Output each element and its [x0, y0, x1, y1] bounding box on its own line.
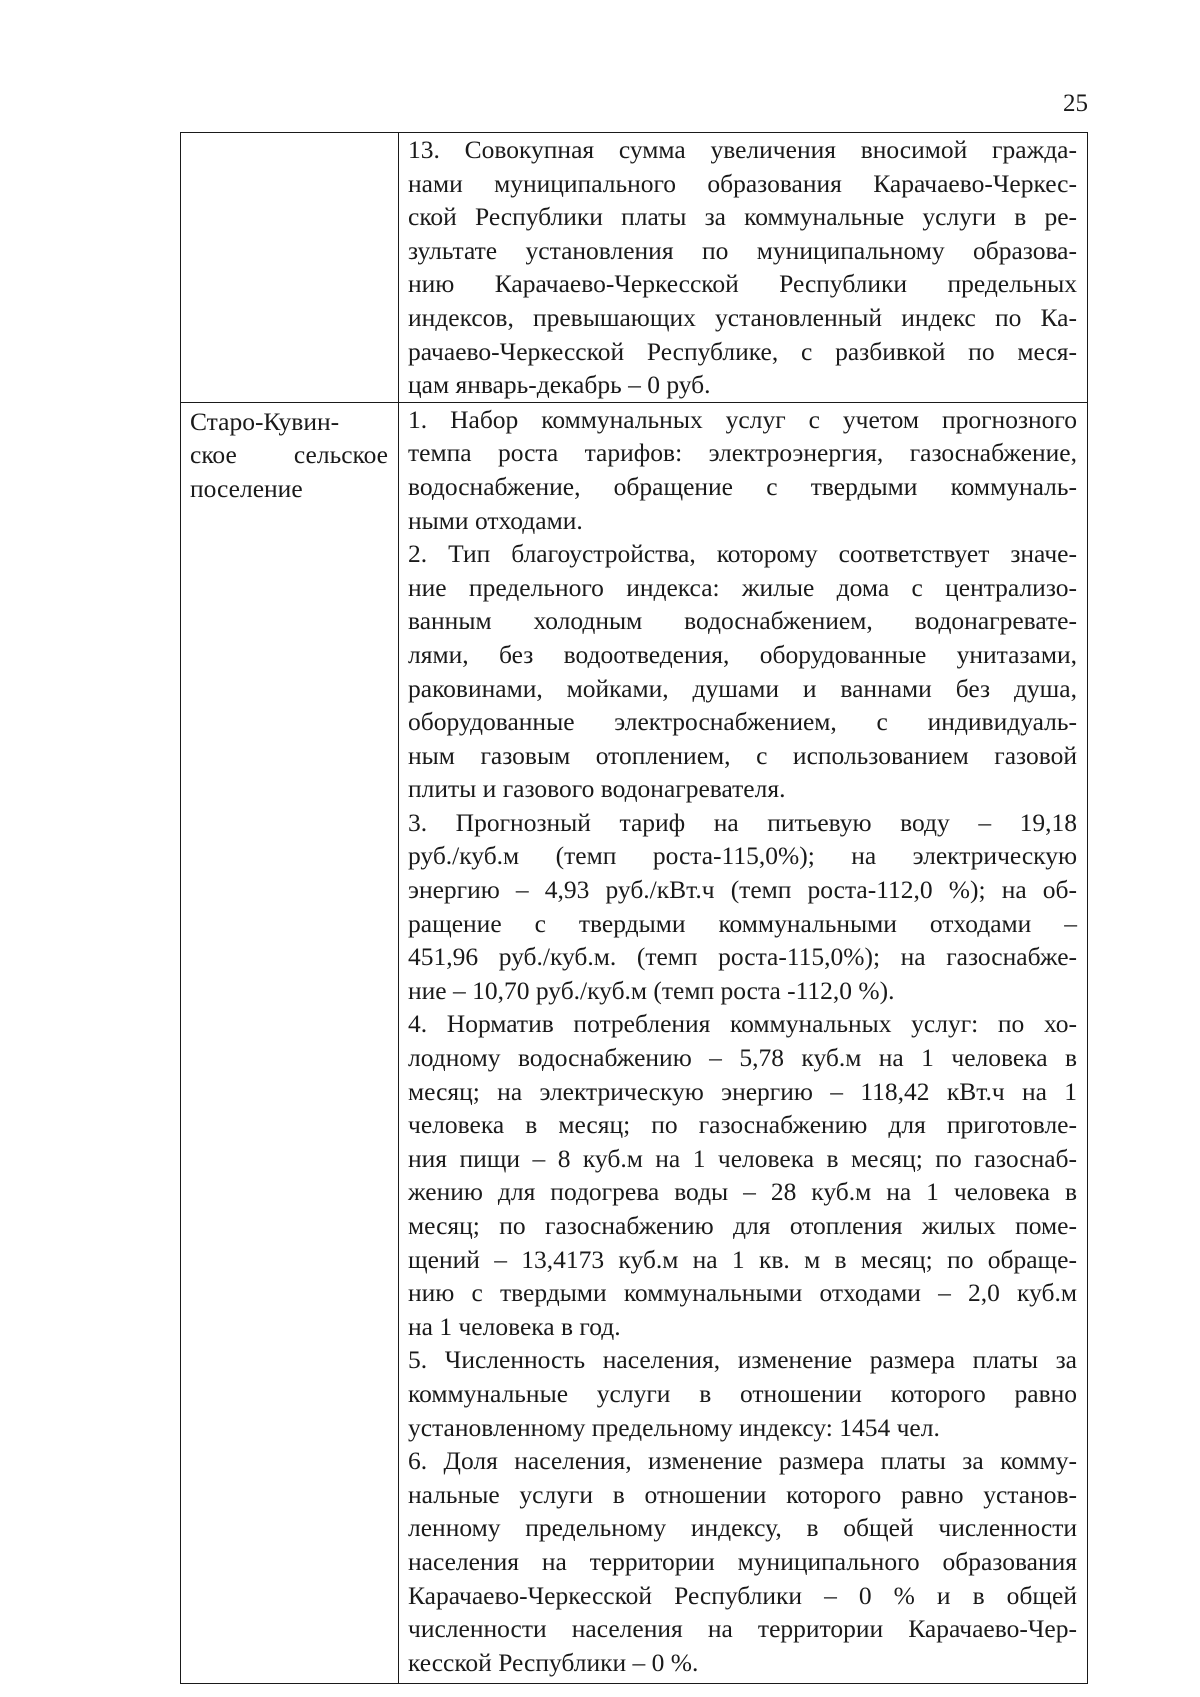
text-line: щений – 13,4173 куб.м на 1 кв. м в месяц; по обраще-: [408, 1244, 1077, 1274]
paragraph-3: [408, 806, 1077, 1008]
paragraph-6: [408, 1444, 1077, 1679]
text-line: 1. Набор коммунальных услуг с учетом прогнозного: [408, 404, 1077, 434]
text-line: нию Карачаево-Черкесской Республики предельных: [408, 269, 1077, 299]
text-line: 451,96 руб./куб.м. (темп роста-115,0%); на газоснабже-: [408, 942, 1077, 972]
indicators-cell: [399, 133, 1088, 403]
text-line: 5. Численность населения, изменение размера платы за: [408, 1345, 1077, 1375]
text-line: ным газовым отоплением, с использованием газовой: [408, 740, 1077, 770]
text-line: жению для подогрева воды – 28 куб.м на 1 человека в: [408, 1177, 1077, 1207]
text-line: населения на территории муниципального образования: [408, 1546, 1077, 1576]
text-line: ращение с твердыми коммунальными отходами –: [408, 908, 1077, 938]
text-line: плиты и газового водонагревателя.: [408, 774, 786, 804]
text-line: темпа роста тарифов: электроэнергия, газоснабжение,: [408, 438, 1077, 468]
text-line: энергию – 4,93 руб./кВт.ч (темп роста-112,0 %); на об-: [408, 875, 1077, 905]
text-line: месяц; на электрическую энергию – 118,42 кВт.ч на 1: [408, 1076, 1077, 1106]
text-line: коммунальные услуги в отношении которого равно: [408, 1378, 1077, 1408]
text-line: ние – 10,70 руб./куб.м (темп роста -112,0 %).: [408, 975, 895, 1005]
table-row: [181, 133, 1088, 403]
text-line: кесской Республики – 0 %.: [408, 1647, 699, 1677]
paragraph-1: [408, 403, 1077, 537]
text-line: Карачаево-Черкесской Республики – 0 % и в общей: [408, 1580, 1077, 1610]
text-line: нальные услуги в отношении которого равно установ-: [408, 1479, 1077, 1509]
text-line: ской Республики платы за коммунальные услуги в ре-: [408, 202, 1077, 232]
text-line: 13. Совокупная сумма увеличения вносимой гражда-: [408, 135, 1077, 164]
text-line: рачаево-Черкесской Республике, с разбивкой по меся-: [408, 336, 1077, 366]
text-line: 2. Тип благоустройства, которому соответствует значе-: [408, 539, 1077, 569]
text-line: лями, без водоотведения, оборудованные унитазами,: [408, 639, 1077, 669]
municipality-cell-empty: [181, 133, 399, 403]
text-line: ванным холодным водоснабжением, водонагревате-: [408, 606, 1077, 636]
text-line: 6. Доля населения, изменение размера платы за комму-: [408, 1446, 1077, 1476]
text-line: ния пищи – 8 куб.м на 1 человека в месяц; по газоснаб-: [408, 1143, 1077, 1173]
municipality-name-line: поселение: [190, 473, 303, 503]
text-line: индексов, превышающих установленный индекс по Ка-: [408, 302, 1077, 332]
text-line: цам январь-декабрь – 0 руб.: [408, 370, 711, 400]
text-line: 3. Прогнозный тариф на питьевую воду – 19,18: [408, 807, 1077, 837]
municipality-name-line: ское сельское: [190, 440, 388, 470]
text-line: оборудованные электроснабжением, с индивидуаль-: [408, 707, 1077, 737]
text-line: нию с твердыми коммунальными отходами – 2,0 куб.м: [408, 1278, 1077, 1308]
text-line: нами муниципального образования Карачаево-Черкес-: [408, 168, 1077, 198]
text-line: на 1 человека в год.: [408, 1311, 621, 1341]
municipality-name-line: Старо-Кувин-: [190, 406, 340, 436]
text-line: 4. Норматив потребления коммунальных услуг: по хо-: [408, 1009, 1077, 1039]
paragraph-13: [408, 133, 1077, 402]
indicators-cell: [399, 402, 1088, 1684]
text-line: зультате установления по муниципальному образова-: [408, 235, 1077, 265]
text-line: ние предельного индекса: жилые дома с централизо-: [408, 572, 1077, 602]
text-line: численности населения на территории Карачаево-Чер-: [408, 1614, 1077, 1644]
paragraph-5: [408, 1343, 1077, 1444]
text-line: человека в месяц; по газоснабжению для приготовле-: [408, 1110, 1077, 1140]
paragraph-4: [408, 1007, 1077, 1343]
municipality-cell: [181, 402, 399, 1684]
table-row: [181, 402, 1088, 1684]
text-line: раковинами, мойками, душами и ваннами без душа,: [408, 673, 1077, 703]
paragraph-2: [408, 537, 1077, 806]
page-number: 25: [1063, 90, 1088, 117]
text-line: ными отходами.: [408, 505, 583, 535]
text-line: водоснабжение, обращение с твердыми коммуналь-: [408, 471, 1077, 501]
text-line: ленному предельному индексу, в общей численности: [408, 1513, 1077, 1543]
text-line: лодному водоснабжению – 5,78 куб.м на 1 человека в: [408, 1043, 1077, 1073]
tariff-table: [180, 132, 1088, 1684]
text-line: месяц; по газоснабжению для отопления жилых поме-: [408, 1211, 1077, 1240]
text-line: руб./куб.м (темп роста-115,0%); на электрическую: [408, 841, 1077, 871]
text-line: установленному предельному индексу: 1454 чел.: [408, 1412, 940, 1442]
